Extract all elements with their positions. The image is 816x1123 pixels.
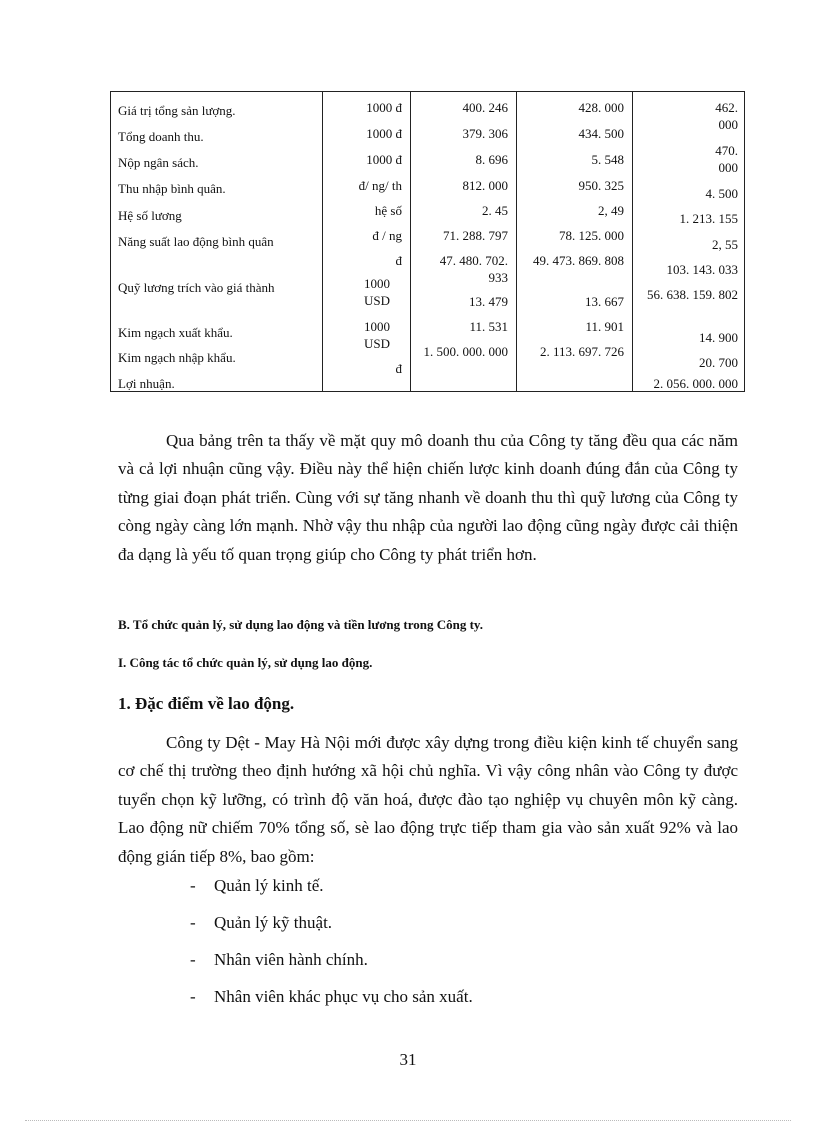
value-column-3 <box>632 92 746 391</box>
value-cell: 2, 49 <box>598 203 624 218</box>
value-cell: 49. 473. 869. 808 <box>533 253 624 268</box>
bullet-dash: - <box>190 876 196 895</box>
list-item-text: Quản lý kỹ thuật. <box>214 913 333 932</box>
value-cell: 4. 500 <box>705 186 738 201</box>
row-label: Năng suất lao động bình quân <box>118 234 274 249</box>
unit-cell: 1000 USD <box>363 319 390 351</box>
value-cell: 1. 213. 155 <box>679 211 738 226</box>
value-cell: 20. 700 <box>699 355 738 370</box>
value-cell: 78. 125. 000 <box>559 228 624 243</box>
list-item <box>190 950 368 970</box>
unit-cell: đ / ng <box>372 228 402 243</box>
value-cell: 47. 480. 702. 933 <box>439 253 508 285</box>
row-label: Quỹ lương trích vào giá thành <box>118 280 275 295</box>
row-label: Kim ngạch xuất khẩu. <box>118 325 233 340</box>
list-item-text: Nhân viên hành chính. <box>214 950 368 969</box>
label-column <box>111 92 322 391</box>
value-cell: 2. 45 <box>482 203 508 218</box>
bullet-dash: - <box>190 913 196 932</box>
value-cell: 2, 55 <box>712 237 738 252</box>
labor-paragraph: Công ty Dệt - May Hà Nội mới được xây dựng trong điều kiện kinh tế chuyển sang cơ chế thị trường theo định hướng xã hội chủ nghĩa. Vì vậy công nhân vào Công ty được tuyển chọn kỹ lưỡng, có trình độ văn hoá, được đào tạo nghiệp vụ chuyên môn kỹ càng. Lao động nữ chiếm 70% tổng số, sè lao động trực tiếp tham gia vào sản xuất 92% và lao động gián tiếp 8%, bao gồm: <box>118 733 738 866</box>
value-cell: 470. 000 <box>715 143 738 175</box>
value-cell: 428. 000 <box>578 100 624 115</box>
value-cell: 2. 056. 000. 000 <box>653 376 738 391</box>
value-cell: 8. 696 <box>475 152 508 167</box>
analysis-paragraph: Qua bảng trên ta thấy về mặt quy mô doanh thu của Công ty tăng đều qua các năm và cả lợi nhuận cũng vậy. Điều này thể hiện chiến lược kinh doanh đúng đắn của Công ty từng giai đoạn phát triển. Cùng với sự tăng nhanh về doanh thu thì quỹ lương của Công ty còng ngày càng lớn mạnh. Nhờ vậy thu nhập của người lao động cũng ngày được cải thiện đa dạng là yếu tố quan trọng giúp cho Công ty phát triển hơn. <box>118 431 738 564</box>
value-cell: 11. 901 <box>585 319 624 334</box>
unit-cell: 1000 đ <box>366 100 402 115</box>
value-cell: 2. 113. 697. 726 <box>539 344 624 359</box>
row-label: Tổng doanh thu. <box>118 129 204 144</box>
unit-cell: hệ số <box>374 203 402 218</box>
list-item <box>190 913 332 933</box>
row-label: Thu nhập bình quân. <box>118 181 226 196</box>
value-cell: 11. 531 <box>469 319 508 334</box>
section-heading-b: B. Tổ chức quản lý, sử dụng lao động và tiền lương trong Công ty. <box>118 617 483 632</box>
value-cell: 103. 143. 033 <box>666 262 738 277</box>
bullet-dash: - <box>190 987 196 1006</box>
unit-cell: 1000 USD <box>363 276 390 308</box>
value-cell: 462. 000 <box>715 100 738 132</box>
page-number: 31 <box>399 1050 417 1069</box>
unit-column <box>322 92 410 391</box>
unit-cell: đ/ ng/ th <box>358 178 402 193</box>
list-item <box>190 876 324 896</box>
unit-cell: 1000 đ <box>366 126 402 141</box>
section-heading-i: I. Công tác tổ chức quản lý, sử dụng lao động. <box>118 655 373 670</box>
value-column-2 <box>516 92 632 391</box>
value-cell: 13. 479 <box>469 294 508 309</box>
value-cell: 5. 548 <box>591 152 624 167</box>
value-cell: 434. 500 <box>578 126 624 141</box>
value-cell: 950. 325 <box>578 178 624 193</box>
row-label: Lợi nhuận. <box>118 376 175 391</box>
value-cell: 400. 246 <box>462 100 508 115</box>
subsection-heading: 1. Đặc điểm về lao động. <box>118 694 295 713</box>
statistics-table <box>110 91 745 392</box>
list-item-text: Nhân viên khác phục vụ cho sản xuất. <box>214 987 473 1006</box>
value-column-1 <box>410 92 516 391</box>
value-cell: 13. 667 <box>585 294 624 309</box>
list-item-text: Quản lý kinh tế. <box>214 876 324 895</box>
row-label: Hệ số lương <box>118 208 182 223</box>
unit-cell: 1000 đ <box>366 152 402 167</box>
row-label: Kim ngạch nhập khẩu. <box>118 350 236 365</box>
value-cell: 56. 638. 159. 802 <box>647 287 738 302</box>
value-cell: 14. 900 <box>699 330 738 345</box>
unit-cell: đ <box>395 361 402 376</box>
value-cell: 379. 306 <box>462 126 508 141</box>
row-label: Nộp ngân sách. <box>118 155 199 170</box>
list-item <box>190 987 473 1007</box>
row-label: Giá trị tổng sản lượng. <box>118 103 236 118</box>
footer-divider <box>25 1120 791 1121</box>
unit-cell: đ <box>395 253 402 268</box>
value-cell: 1. 500. 000. 000 <box>423 344 508 359</box>
value-cell: 812. 000 <box>462 178 508 193</box>
value-cell: 71. 288. 797 <box>443 228 508 243</box>
bullet-dash: - <box>190 950 196 969</box>
